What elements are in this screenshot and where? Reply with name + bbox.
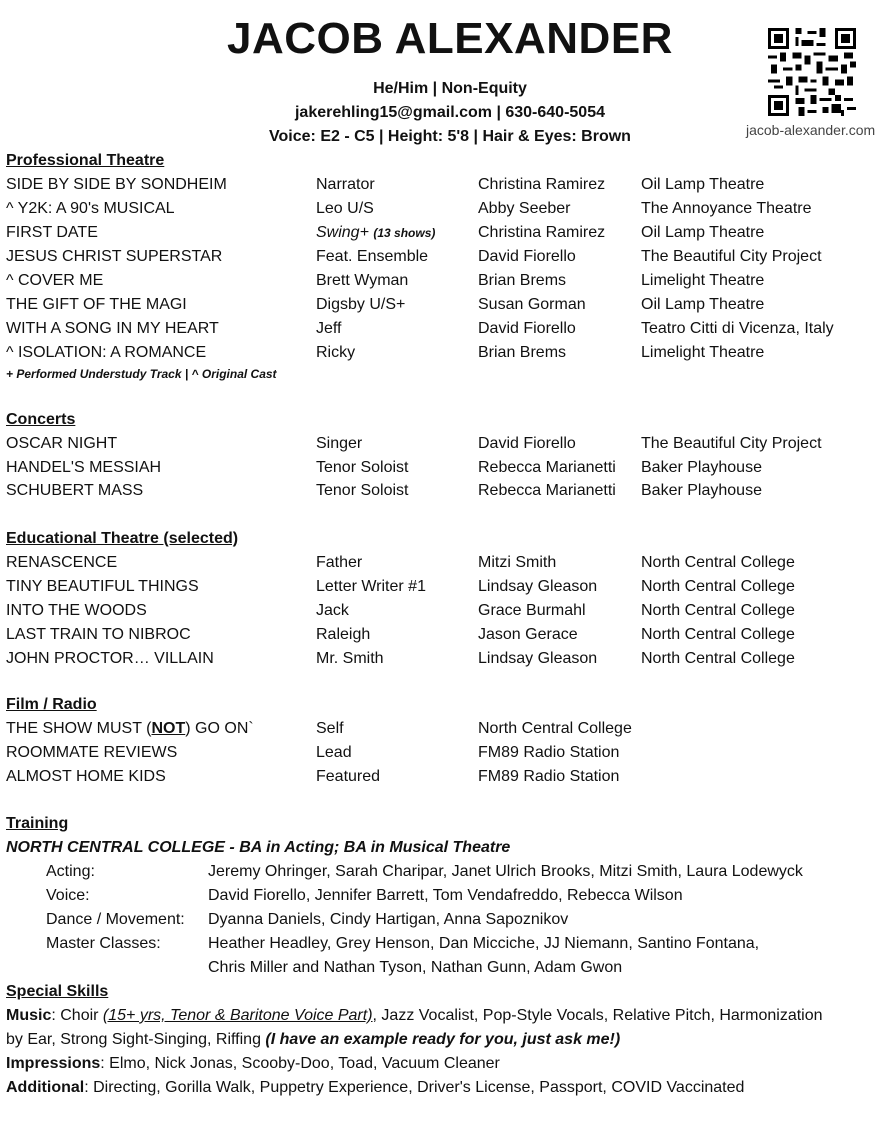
show-venue: Oil Lamp Theatre — [641, 296, 765, 313]
skills-music-text-3: by Ear, Strong Sight-Singing, Riffing — [6, 1031, 266, 1048]
skills-music-choir-detail: (15+ yrs, Tenor & Baritone Voice Part) — [102, 1007, 373, 1024]
show-venue: North Central College — [641, 602, 795, 619]
show-title-emphasis: NOT — [151, 720, 186, 737]
show-title: THE GIFT OF THE MAGI — [6, 296, 187, 313]
show-role: Raleigh — [316, 626, 371, 643]
skills-music-callout: (I have an example ready for you, just ask me!) — [265, 1031, 621, 1048]
show-title: FIRST DATE — [6, 224, 98, 241]
show-role: Tenor Soloist — [316, 459, 409, 476]
skills-additional-text: : Directing, Gorilla Walk, Puppetry Experience, Driver's License, Passport, COVID Vaccinated — [84, 1079, 745, 1096]
show-venue: The Annoyance Theatre — [641, 200, 812, 217]
show-title: HANDEL'S MESSIAH — [6, 459, 162, 476]
show-director: Rebecca Marianetti — [478, 482, 616, 499]
show-venue: North Central College — [478, 720, 632, 737]
show-director: Rebecca Marianetti — [478, 459, 616, 476]
show-title: JESUS CHRIST SUPERSTAR — [6, 248, 223, 265]
show-venue: The Beautiful City Project — [641, 248, 822, 265]
show-title-post: ) GO ON` — [185, 720, 254, 737]
skills-additional — [6, 1079, 744, 1097]
show-title: TINY BEAUTIFUL THINGS — [6, 578, 199, 595]
training-teachers: Jeremy Ohringer, Sarah Charipar, Janet Ulrich Brooks, Mitzi Smith, Laura Lodewyck — [208, 863, 803, 880]
show-title: SIDE BY SIDE BY SONDHEIM — [6, 176, 227, 193]
show-title: SCHUBERT MASS — [6, 482, 144, 499]
show-role: Jack — [316, 602, 349, 619]
show-role: Leo U/S — [316, 200, 374, 217]
show-role: Brett Wyman — [316, 272, 409, 289]
legend-footnote: + Performed Understudy Track | ^ Original Cast — [6, 367, 277, 381]
skills-impressions — [6, 1055, 500, 1073]
training-teachers: Chris Miller and Nathan Tyson, Nathan Gunn, Adam Gwon — [208, 959, 623, 976]
show-role: Lead — [316, 744, 352, 761]
show-director: Christina Ramirez — [478, 224, 606, 241]
show-venue: Baker Playhouse — [641, 482, 762, 499]
training-teachers: Dyanna Daniels, Cindy Hartigan, Anna Sapoznikov — [208, 911, 569, 928]
show-title — [6, 720, 254, 738]
show-role-text: Swing+ — [316, 224, 369, 241]
show-venue: The Beautiful City Project — [641, 435, 822, 452]
show-title: INTO THE WOODS — [6, 602, 147, 619]
skills-music-text-2: , Jazz Vocalist, Pop-Style Vocals, Relative Pitch, Harmonization — [372, 1007, 823, 1024]
show-title-pre: THE SHOW MUST ( — [6, 720, 152, 737]
show-title: WITH A SONG IN MY HEART — [6, 320, 219, 337]
section-special-skills: Special Skills — [6, 983, 109, 1000]
show-venue: North Central College — [641, 554, 795, 571]
qr-code-icon[interactable] — [768, 28, 856, 116]
resume-name: JACOB ALEXANDER — [227, 14, 673, 63]
show-venue: Limelight Theatre — [641, 272, 765, 289]
show-director: Lindsay Gleason — [478, 650, 598, 667]
pronouns-union: He/Him | Non-Equity — [373, 80, 527, 97]
show-director: David Fiorello — [478, 248, 576, 265]
skills-music-text: : Choir — [51, 1007, 103, 1024]
show-director: Christina Ramirez — [478, 176, 606, 193]
skills-music-cont — [6, 1031, 620, 1049]
show-role: Singer — [316, 435, 363, 452]
training-label: Dance / Movement: — [46, 911, 185, 928]
show-venue: Teatro Citti di Vicenza, Italy — [641, 320, 834, 337]
show-title: ^ COVER ME — [6, 272, 104, 289]
training-teachers: David Fiorello, Jennifer Barrett, Tom Vendafreddo, Rebecca Wilson — [208, 887, 683, 904]
show-director: David Fiorello — [478, 320, 576, 337]
show-role: Self — [316, 720, 344, 737]
show-venue: Baker Playhouse — [641, 459, 762, 476]
show-title: LAST TRAIN TO NIBROC — [6, 626, 191, 643]
show-director: Brian Brems — [478, 344, 567, 361]
show-venue: Oil Lamp Theatre — [641, 176, 765, 193]
section-concerts: Concerts — [6, 411, 76, 428]
show-director: Abby Seeber — [478, 200, 571, 217]
show-title: ^ Y2K: A 90's MUSICAL — [6, 200, 175, 217]
show-role: Narrator — [316, 176, 375, 193]
show-director: David Fiorello — [478, 435, 576, 452]
show-role: Tenor Soloist — [316, 482, 409, 499]
show-director: Susan Gorman — [478, 296, 586, 313]
training-label: Master Classes: — [46, 935, 161, 952]
show-venue: North Central College — [641, 578, 795, 595]
show-title: JOHN PROCTOR… VILLAIN — [6, 650, 214, 667]
show-title: OSCAR NIGHT — [6, 435, 118, 452]
training-label: Voice: — [46, 887, 90, 904]
training-label: Acting: — [46, 863, 95, 880]
show-venue: FM89 Radio Station — [478, 768, 620, 785]
show-title: RENASCENCE — [6, 554, 118, 571]
show-role: Digsby U/S+ — [316, 296, 406, 313]
section-training: Training — [6, 815, 69, 832]
show-title: ^ ISOLATION: A ROMANCE — [6, 344, 207, 361]
show-venue: North Central College — [641, 650, 795, 667]
show-venue: Limelight Theatre — [641, 344, 765, 361]
training-school: NORTH CENTRAL COLLEGE - BA in Acting; BA in Musical Theatre — [6, 839, 511, 856]
show-venue: Oil Lamp Theatre — [641, 224, 765, 241]
contact-info: jakerehling15@gmail.com | 630-640-5054 — [294, 104, 605, 121]
show-venue: FM89 Radio Station — [478, 744, 620, 761]
section-film-radio: Film / Radio — [6, 696, 97, 713]
show-title: ROOMMATE REVIEWS — [6, 744, 178, 761]
show-role: Letter Writer #1 — [316, 578, 426, 595]
show-role: Ricky — [316, 344, 356, 361]
show-venue: North Central College — [641, 626, 795, 643]
show-role: Mr. Smith — [316, 650, 384, 667]
training-teachers: Heather Headley, Grey Henson, Dan Micciche, JJ Niemann, Santino Fontana, — [208, 935, 760, 952]
show-title: ALMOST HOME KIDS — [6, 768, 166, 785]
show-role: Feat. Ensemble — [316, 248, 429, 265]
show-role-note: (13 shows) — [373, 226, 436, 240]
skills-music — [6, 1007, 823, 1025]
skills-impressions-text: : Elmo, Nick Jonas, Scooby-Doo, Toad, Vacuum Cleaner — [100, 1055, 500, 1072]
show-director: Jason Gerace — [478, 626, 578, 643]
section-professional-theatre: Professional Theatre — [6, 152, 165, 169]
website-link[interactable]: jacob-alexander.com — [746, 122, 876, 138]
show-director: Brian Brems — [478, 272, 567, 289]
section-educational-theatre: Educational Theatre (selected) — [6, 530, 239, 547]
skills-music-label: Music — [6, 1007, 52, 1024]
show-director: Mitzi Smith — [478, 554, 557, 571]
show-director: Lindsay Gleason — [478, 578, 598, 595]
show-director: Grace Burmahl — [478, 602, 586, 619]
show-role: Father — [316, 554, 363, 571]
show-role: Jeff — [316, 320, 342, 337]
physical-stats: Voice: E2 - C5 | Height: 5'8 | Hair & Eyes: Brown — [269, 128, 631, 145]
show-role — [316, 224, 435, 242]
skills-impressions-label: Impressions — [6, 1055, 101, 1072]
show-role: Featured — [316, 768, 381, 785]
skills-additional-label: Additional — [6, 1079, 85, 1096]
